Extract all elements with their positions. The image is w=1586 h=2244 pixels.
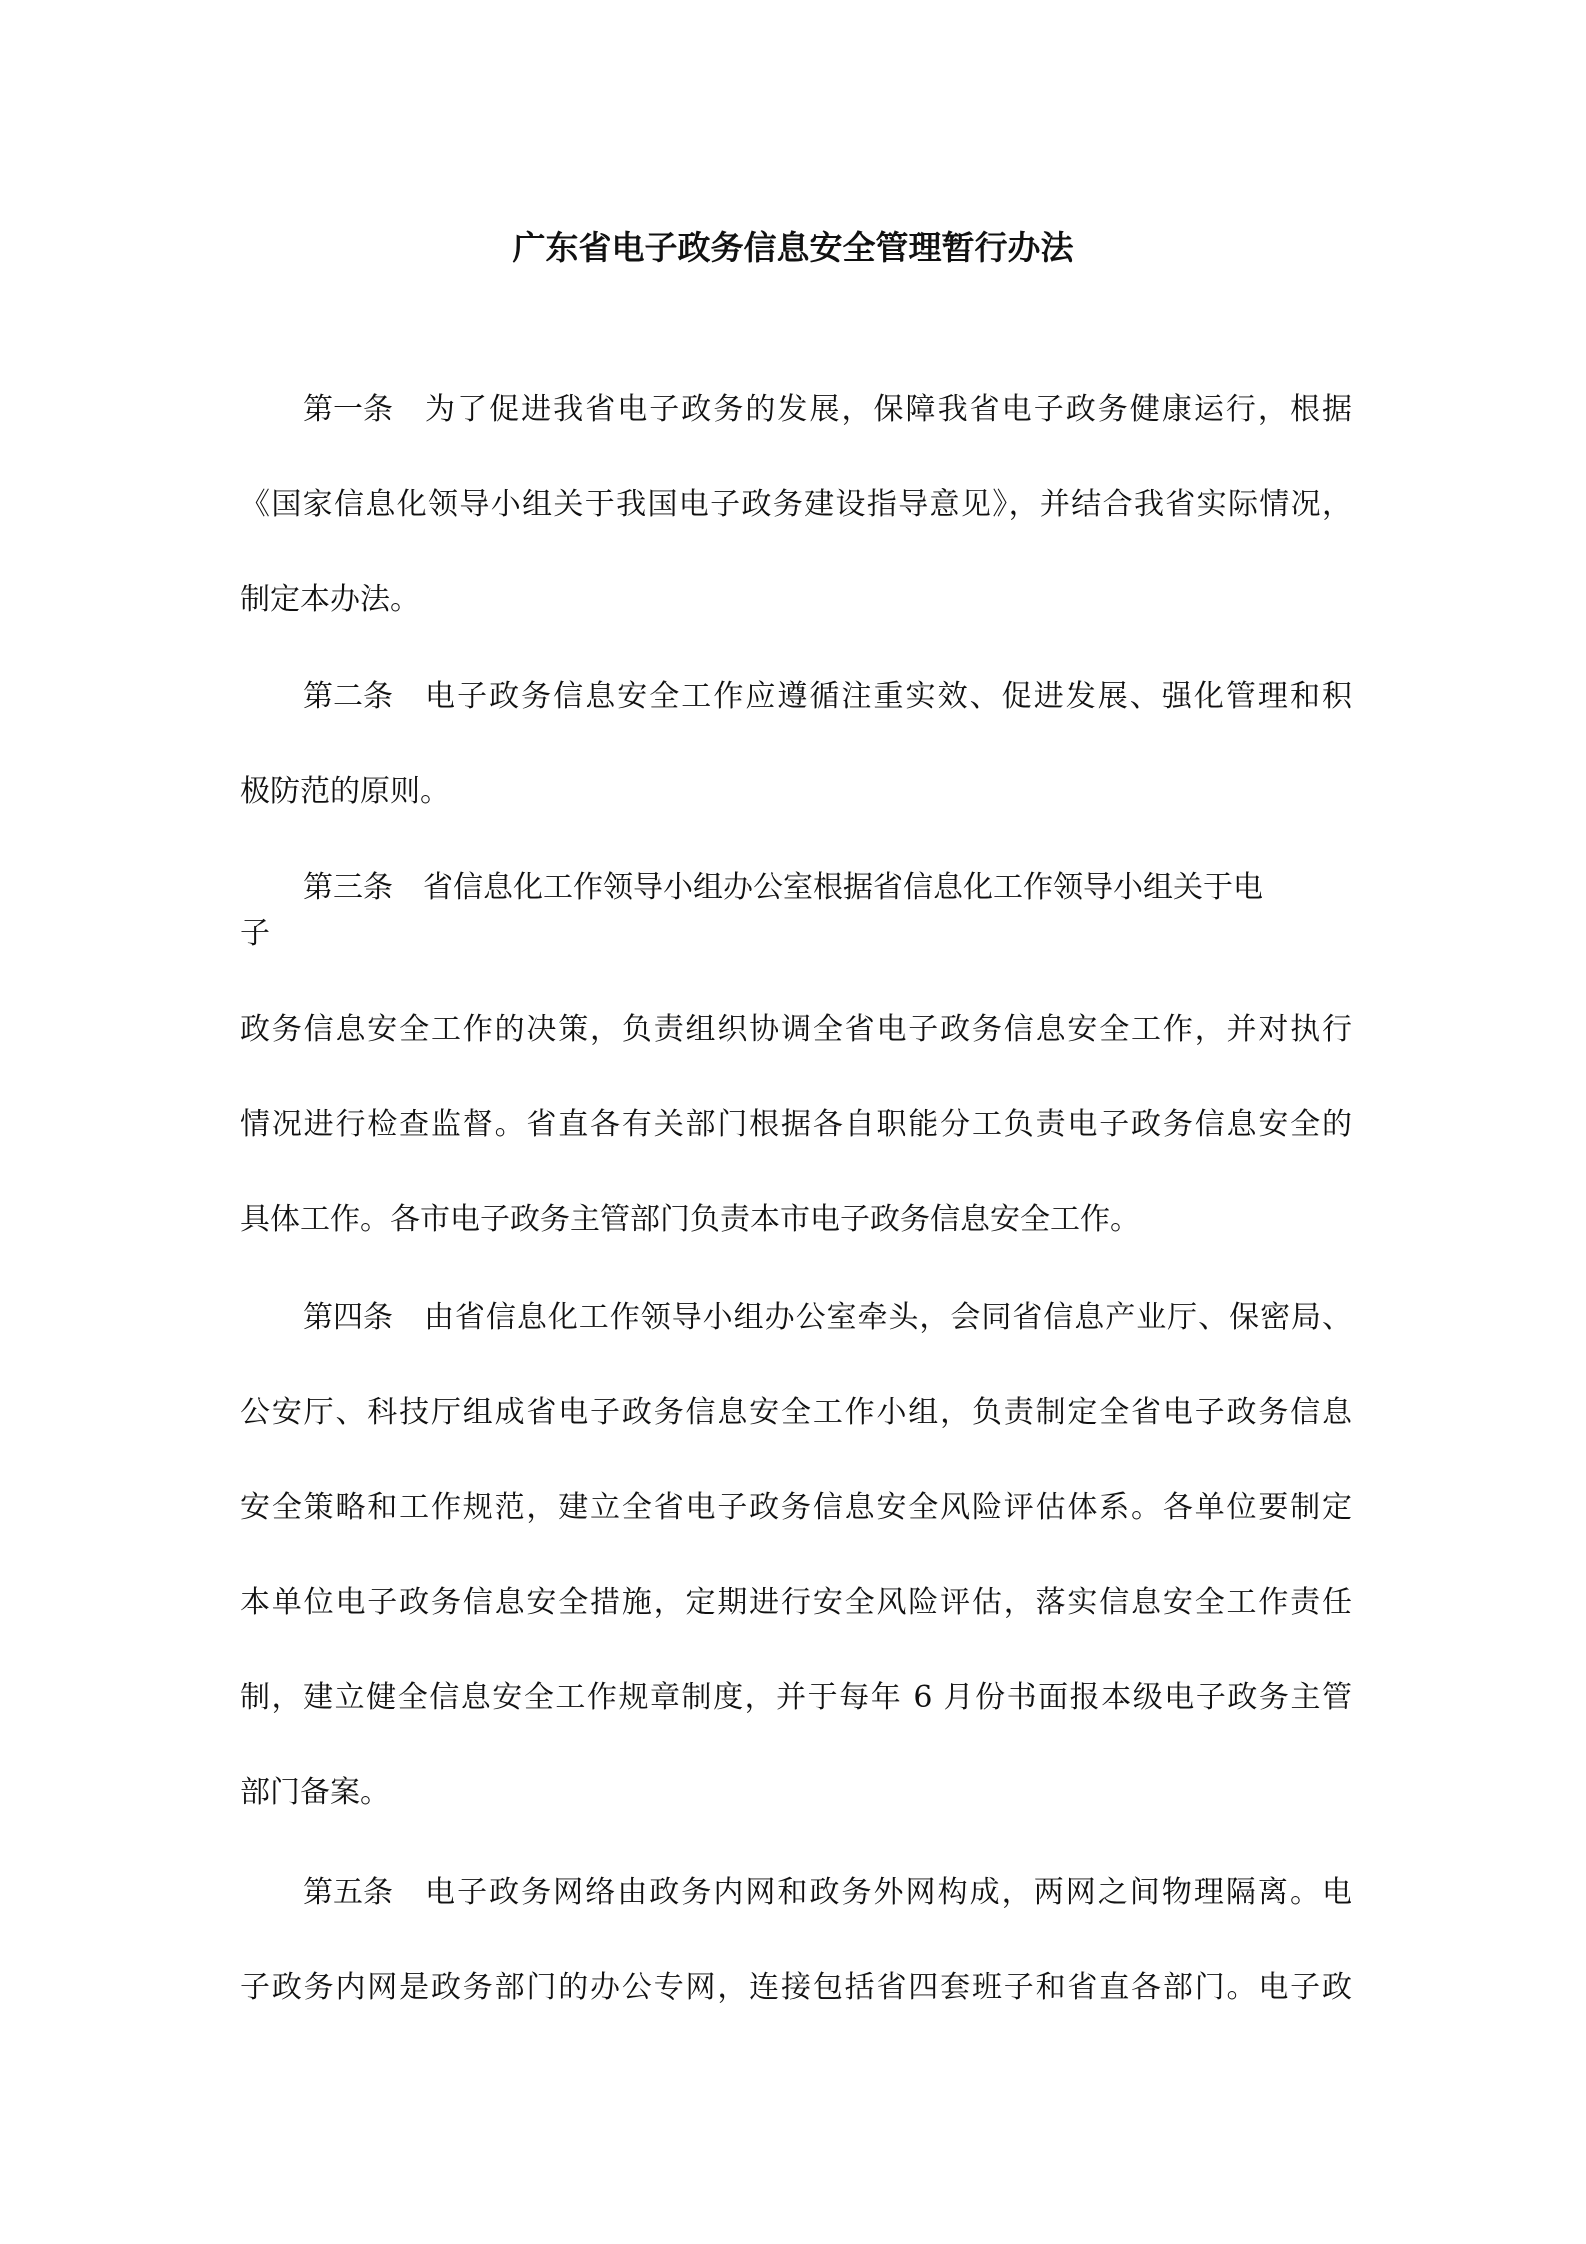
article-2-line-2: 极防范的原则。 <box>240 774 450 809</box>
article-4-line-3: 安全策略和工作规范，建立全省电子政务信息安全风险评估体系。各单位要制定 <box>240 1490 1352 1525</box>
article-4-line-4: 本单位电子政务信息安全措施，定期进行安全风险评估，落实信息安全工作责任 <box>240 1585 1352 1620</box>
article-3-line-5: 具体工作。各市电子政务主管部门负责本市电子政务信息安全工作。 <box>240 1202 1140 1237</box>
article-number: 第三条 <box>303 870 393 905</box>
article-4-line-2: 公安厅、科技厅组成省电子政务信息安全工作小组，负责制定全省电子政务信息 <box>240 1395 1352 1430</box>
article-number: 第一条 <box>303 392 393 427</box>
article-3-line-4: 情况进行检查监督。省直各有关部门根据各自职能分工负责电子政务信息安全的 <box>240 1107 1352 1142</box>
article-3-line-3: 政务信息安全工作的决策，负责组织协调全省电子政务信息安全工作，并对执行 <box>240 1012 1352 1047</box>
article-text: 省信息化工作领导小组办公室根据省信息化工作领导小组关于电 <box>423 870 1263 905</box>
article-text: 电子政务网络由政务内网和政务外网构成，两网之间物理隔离。电 <box>423 1875 1352 1910</box>
article-text: 由省信息化工作领导小组办公室牵头，会同省信息产业厅、保密局、 <box>423 1300 1352 1335</box>
article-4-line-1 <box>303 1298 1352 1338</box>
article-text: 为了促进我省电子政务的发展，保障我省电子政务健康运行，根据 <box>423 392 1352 427</box>
article-4-line-6: 部门备案。 <box>240 1775 390 1810</box>
article-number: 第五条 <box>303 1875 393 1910</box>
article-1-line-1 <box>303 390 1352 430</box>
article-4-line-5: 制，建立健全信息安全工作规章制度，并于每年 6 月份书面报本级电子政务主管 <box>240 1680 1352 1715</box>
article-number: 第四条 <box>303 1300 393 1335</box>
article-1-line-2: 《国家信息化领导小组关于我国电子政务建设指导意见》，并结合我省实际情况， <box>240 487 1352 522</box>
article-5-line-1 <box>303 1873 1352 1913</box>
article-number: 第二条 <box>303 679 393 714</box>
article-3-line-2: 子 <box>240 916 270 951</box>
article-5-line-2: 子政务内网是政务部门的办公专网，连接包括省四套班子和省直各部门。电子政 <box>240 1970 1352 2005</box>
article-3-line-1 <box>303 868 1352 908</box>
article-text: 电子政务信息安全工作应遵循注重实效、促进发展、强化管理和积 <box>423 679 1352 714</box>
document-title: 广东省电子政务信息安全管理暂行办法 <box>512 228 1074 267</box>
article-2-line-1 <box>303 677 1352 717</box>
article-1-line-3: 制定本办法。 <box>240 582 420 617</box>
